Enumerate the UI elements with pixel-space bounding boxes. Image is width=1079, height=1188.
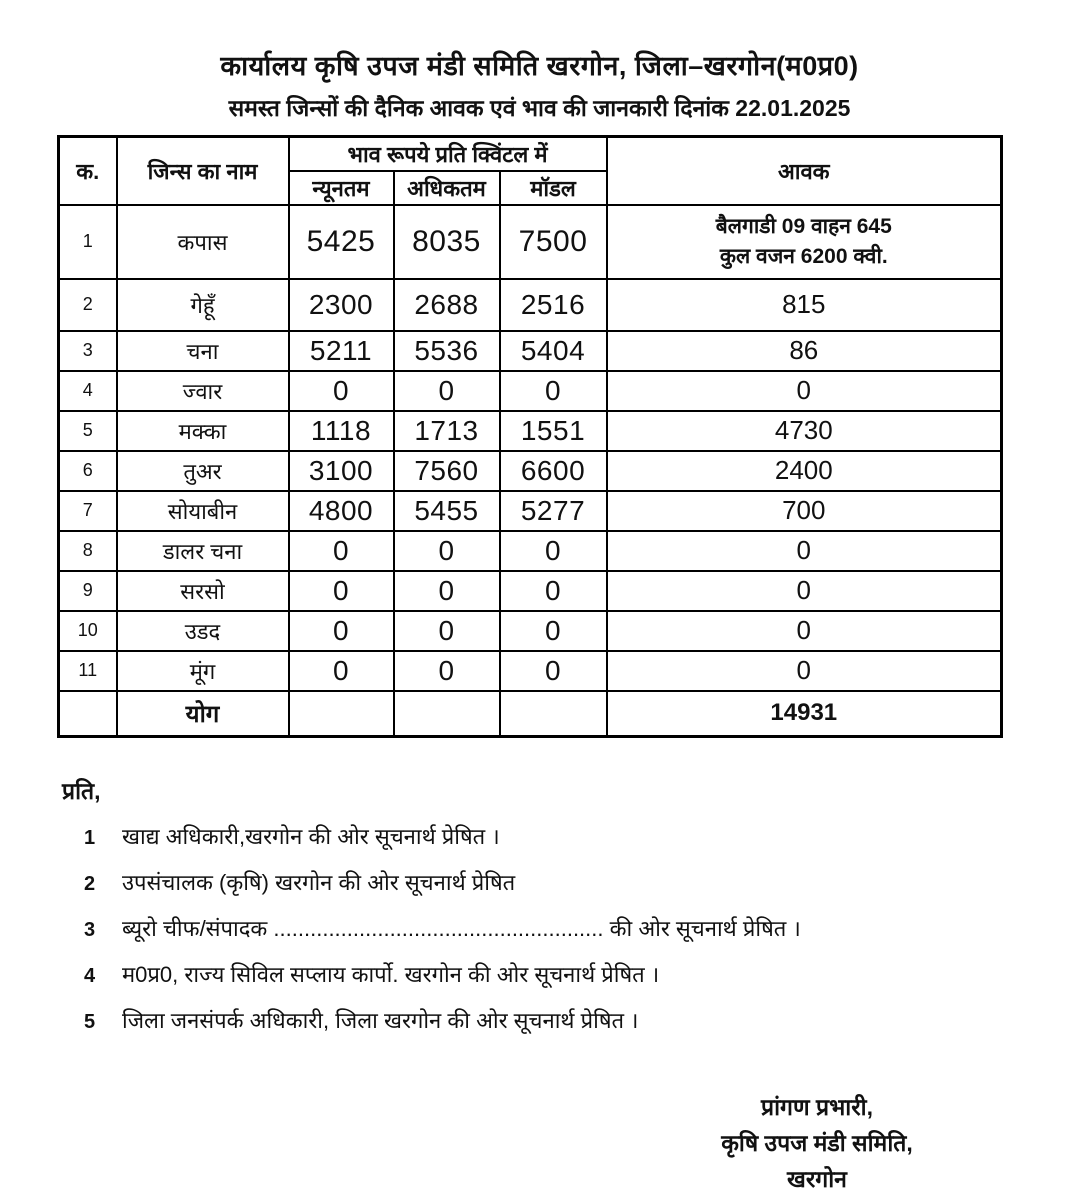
min-price-cell: 0 <box>289 531 394 571</box>
modal-price-cell: 6600 <box>500 451 607 491</box>
table-row <box>59 371 1002 411</box>
min-price-cell: 0 <box>289 371 394 411</box>
commodity-cell: चना <box>117 331 289 371</box>
arrival-cell: 86 <box>607 331 1002 371</box>
sn-cell: 2 <box>59 279 117 331</box>
distribution-list <box>62 822 1079 1037</box>
arrival-cell: 0 <box>607 531 1002 571</box>
arrival-cell: 0 <box>607 371 1002 411</box>
list-item <box>62 914 1079 945</box>
item-text: जिला जनसंपर्क अधिकारी, जिला खरगोन की ओर सूचनार्थ प्रेषित । <box>122 1008 639 1033</box>
arrival-cell: 0 <box>607 611 1002 651</box>
list-item <box>62 960 1079 991</box>
max-price-cell: 0 <box>394 371 500 411</box>
arrival-cell: 0 <box>607 571 1002 611</box>
max-price-cell: 0 <box>394 571 500 611</box>
sn-cell: 4 <box>59 371 117 411</box>
min-price-cell: 4800 <box>289 491 394 531</box>
modal-price-cell: 2516 <box>500 279 607 331</box>
sn-cell: 7 <box>59 491 117 531</box>
min-price-cell: 5425 <box>289 205 394 279</box>
arrival-cell: 4730 <box>607 411 1002 451</box>
table-row <box>59 331 1002 371</box>
arrival-line-1: बैलगाडी 09 वाहन 645 <box>715 214 892 238</box>
table-header <box>59 137 1002 205</box>
sn-cell <box>59 691 117 737</box>
total-arrival-cell: 14931 <box>607 691 1002 737</box>
rates-table <box>57 135 1003 738</box>
table-row <box>59 279 1002 331</box>
modal-price-cell: 0 <box>500 371 607 411</box>
modal-price-cell: 0 <box>500 571 607 611</box>
list-item <box>62 1006 1079 1037</box>
commodity-cell: डालर चना <box>117 531 289 571</box>
page-subtitle: समस्त जिन्सों की दैनिक आवक एवं भाव की जानकारी दिनांक 22.01.2025 <box>228 95 851 121</box>
total-row <box>59 691 1002 737</box>
table-row <box>59 571 1002 611</box>
price-group-header: भाव रूपये प्रति क्विंटल में <box>289 137 607 171</box>
commodity-cell: उडद <box>117 611 289 651</box>
modal-price-cell: 5404 <box>500 331 607 371</box>
max-price-cell: 8035 <box>394 205 500 279</box>
sn-cell: 11 <box>59 651 117 691</box>
commodity-cell: कपास <box>117 205 289 279</box>
max-price-cell: 7560 <box>394 451 500 491</box>
sn-cell: 9 <box>59 571 117 611</box>
table-row <box>59 651 1002 691</box>
min-price-cell: 3100 <box>289 451 394 491</box>
sn-cell: 8 <box>59 531 117 571</box>
item-text: म0प्र0, राज्य सिविल सप्लाय कार्पो. खरगोन की ओर सूचनार्थ प्रेषित । <box>122 962 660 987</box>
item-number: 5 <box>84 1011 96 1033</box>
document-header <box>0 0 1079 123</box>
modal-price-cell: 0 <box>500 651 607 691</box>
modal-price-cell: 1551 <box>500 411 607 451</box>
signature-block <box>672 1089 962 1188</box>
signature-designation: प्रांगण प्रभारी, <box>761 1094 873 1120</box>
item-number: 4 <box>84 965 96 987</box>
commodity-cell: गेहूँ <box>117 279 289 331</box>
arrival-header: आवक <box>607 137 1002 205</box>
distribution-section <box>62 774 1079 1037</box>
arrival-cell: 2400 <box>607 451 1002 491</box>
modal-header: मॉडल <box>500 171 607 205</box>
commodity-cell: सोयाबीन <box>117 491 289 531</box>
min-price-cell: 0 <box>289 651 394 691</box>
item-text: उपसंचालक (कृषि) खरगोन की ओर सूचनार्थ प्रेषित <box>122 870 516 895</box>
sn-cell: 1 <box>59 205 117 279</box>
modal-price-cell <box>500 691 607 737</box>
table-row <box>59 205 1002 279</box>
min-price-cell: 0 <box>289 611 394 651</box>
max-price-cell: 5455 <box>394 491 500 531</box>
sn-cell: 6 <box>59 451 117 491</box>
min-price-cell: 2300 <box>289 279 394 331</box>
total-label-cell: योग <box>117 691 289 737</box>
max-price-cell: 0 <box>394 611 500 651</box>
page-title: कार्यालय कृषि उपज मंडी समिति खरगोन, जिला–खरगोन(म0प्र0) <box>220 51 859 81</box>
item-text: ब्यूरो चीफ/संपादक ...................................................... की ओर सूचनार्थ प्रेषित । <box>122 916 801 941</box>
min-price-cell: 0 <box>289 571 394 611</box>
sn-cell: 3 <box>59 331 117 371</box>
table-row <box>59 411 1002 451</box>
table-row <box>59 451 1002 491</box>
signature-organization: कृषि उपज मंडी समिति, <box>721 1130 913 1156</box>
table-row <box>59 611 1002 651</box>
commodity-cell: तुअर <box>117 451 289 491</box>
sn-cell: 10 <box>59 611 117 651</box>
arrival-cell: 815 <box>607 279 1002 331</box>
header-row-1 <box>59 137 1002 171</box>
item-number: 1 <box>84 827 96 849</box>
max-price-cell: 0 <box>394 531 500 571</box>
item-number: 2 <box>84 873 96 895</box>
commodity-cell: मक्का <box>117 411 289 451</box>
min-price-cell: 1118 <box>289 411 394 451</box>
commodity-header: जिन्स का नाम <box>117 137 289 205</box>
sn-header: क. <box>59 137 117 205</box>
commodity-cell: ज्वार <box>117 371 289 411</box>
max-header: अधिकतम <box>394 171 500 205</box>
max-price-cell: 2688 <box>394 279 500 331</box>
min-price-cell: 5211 <box>289 331 394 371</box>
table-row <box>59 531 1002 571</box>
arrival-line-2: कुल वजन 6200 क्वी. <box>719 244 888 268</box>
sn-cell: 5 <box>59 411 117 451</box>
modal-price-cell: 5277 <box>500 491 607 531</box>
distribution-heading: प्रति, <box>62 778 101 804</box>
modal-price-cell: 0 <box>500 611 607 651</box>
min-header: न्यूनतम <box>289 171 394 205</box>
commodity-cell: मूंग <box>117 651 289 691</box>
arrival-cell <box>607 205 1002 279</box>
modal-price-cell: 0 <box>500 531 607 571</box>
max-price-cell: 0 <box>394 651 500 691</box>
max-price-cell: 1713 <box>394 411 500 451</box>
item-number: 3 <box>84 919 96 941</box>
commodity-cell: सरसो <box>117 571 289 611</box>
signature-location: खरगोन <box>787 1166 847 1188</box>
max-price-cell <box>394 691 500 737</box>
modal-price-cell: 7500 <box>500 205 607 279</box>
arrival-cell: 0 <box>607 651 1002 691</box>
arrival-cell: 700 <box>607 491 1002 531</box>
max-price-cell: 5536 <box>394 331 500 371</box>
table-row <box>59 491 1002 531</box>
list-item <box>62 868 1079 899</box>
list-item <box>62 822 1079 853</box>
item-text: खाद्य अधिकारी,खरगोन की ओर सूचनार्थ प्रेषित । <box>122 824 500 849</box>
min-price-cell <box>289 691 394 737</box>
